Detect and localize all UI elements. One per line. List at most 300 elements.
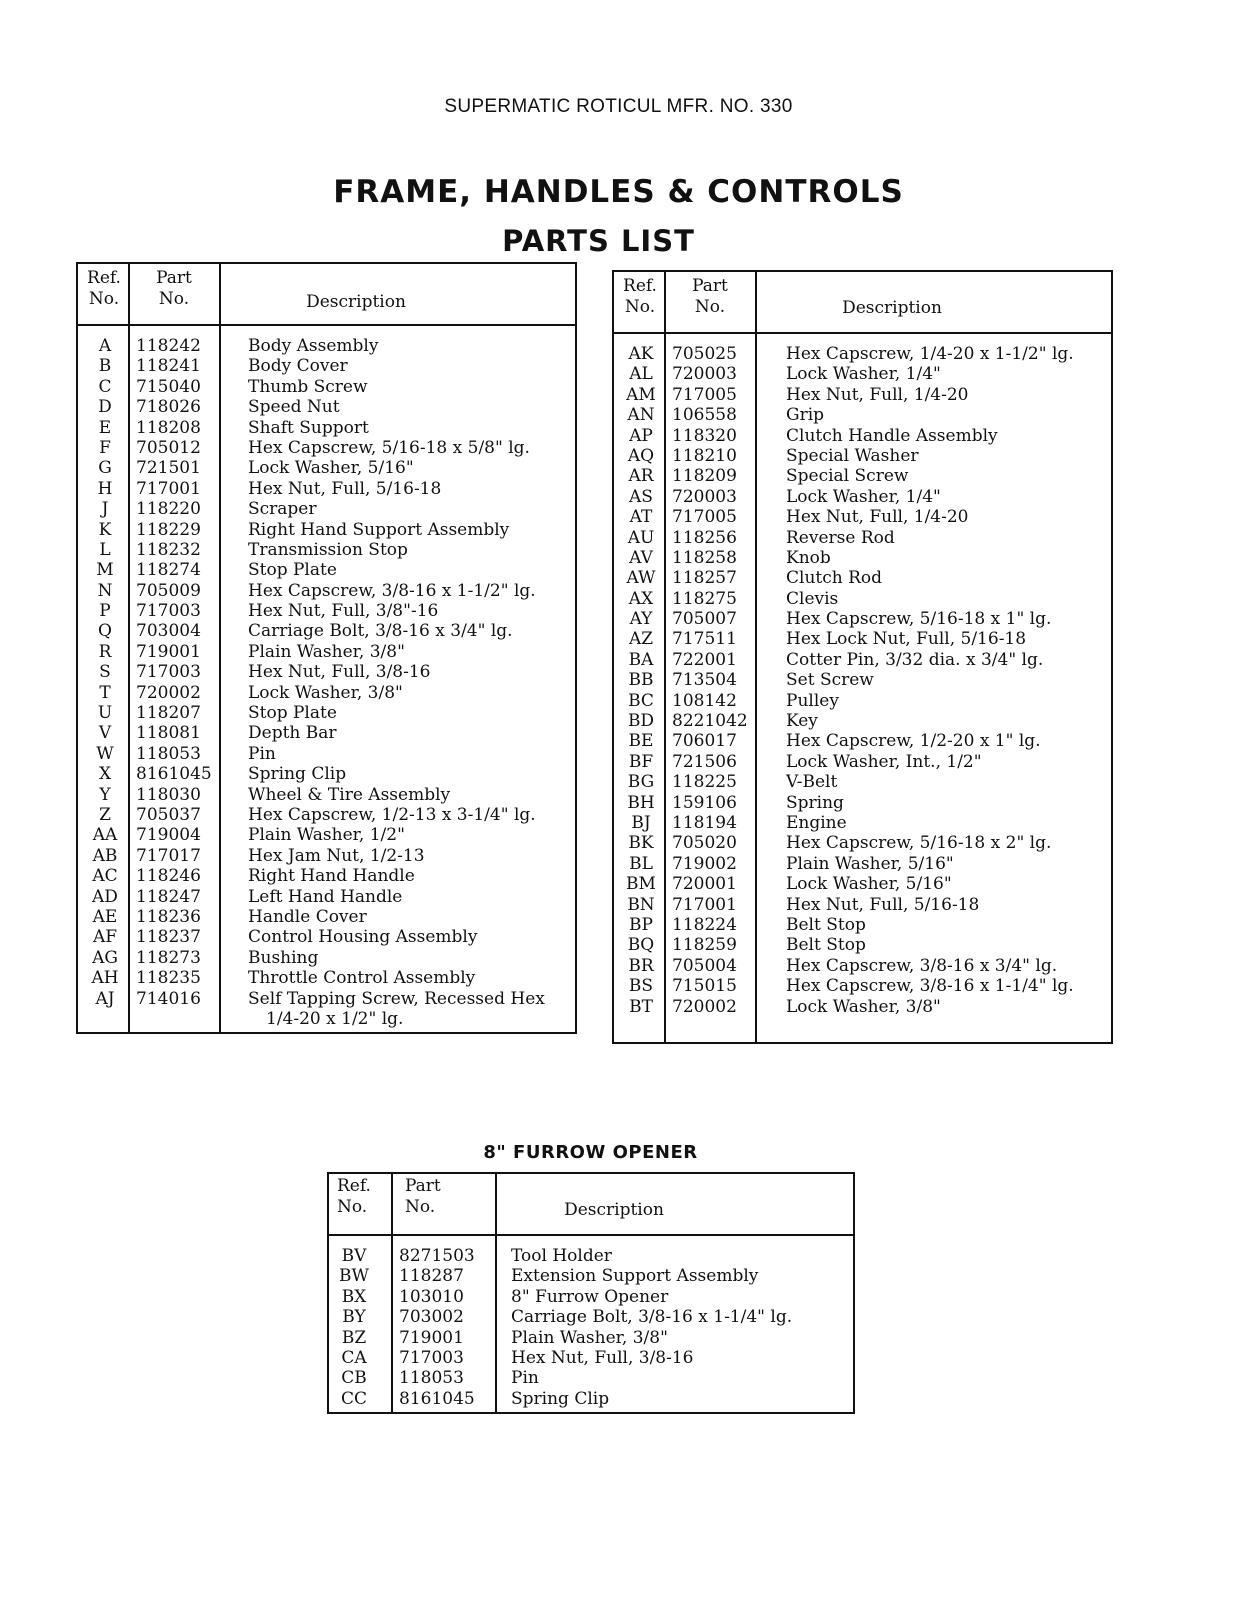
part-no-cell: 705020	[672, 833, 737, 854]
description-cell: V-Belt	[786, 772, 838, 793]
part-no-cell: 8221042	[672, 711, 748, 732]
part-no-header: Part No.	[692, 276, 728, 317]
ref-no-cell: G	[98, 458, 112, 479]
table-row	[78, 520, 575, 540]
ref-no-cell: BT	[629, 996, 653, 1017]
part-no-cell: 720002	[672, 996, 737, 1017]
description-cell: Clutch Rod	[786, 568, 883, 589]
part-no-cell: 715040	[136, 376, 201, 397]
ref-no-cell: AQ	[627, 445, 655, 466]
ref-no-cell: BJ	[631, 812, 651, 833]
part-no-cell: 719002	[672, 853, 737, 874]
description-cell: Hex Nut, Full, 1/4-20	[786, 384, 969, 405]
description-cell: Set Screw	[786, 670, 874, 691]
part-no-cell: 720001	[672, 874, 737, 895]
description-cell: Hex Nut, Full, 3/8"-16	[248, 601, 439, 622]
description-cell: Hex Nut, Full, 5/16-18	[248, 478, 442, 499]
ref-no-cell: AF	[92, 927, 118, 948]
ref-no-cell: AN	[627, 405, 655, 426]
ref-no-cell: BL	[629, 853, 653, 874]
table-row	[78, 601, 575, 621]
description-cell: Body Assembly	[248, 336, 379, 356]
table-row	[78, 377, 575, 397]
table-row	[78, 560, 575, 580]
ref-no-cell: BK	[628, 833, 654, 854]
description-cell: Thumb Screw	[248, 376, 368, 397]
description-cell: Wheel & Tire Assembly	[248, 784, 451, 805]
table-body	[329, 1236, 853, 1409]
ref-no-cell: BG	[627, 772, 655, 793]
ref-no-cell: AZ	[628, 629, 654, 650]
ref-no-cell: BQ	[627, 935, 655, 956]
table-row	[614, 426, 1111, 446]
part-no-cell: 720002	[136, 682, 201, 703]
ref-no-cell: N	[97, 580, 113, 601]
ref-no-cell: AL	[629, 364, 653, 385]
ref-no-cell: AV	[629, 547, 653, 568]
description-cell: Hex Capscrew, 3/8-16 x 3/4" lg.	[786, 955, 1058, 976]
table-header	[329, 1174, 853, 1236]
table-row	[614, 935, 1111, 955]
table-row	[329, 1368, 853, 1388]
description-cell: Reverse Rod	[786, 527, 895, 548]
ref-no-cell: AA	[92, 825, 118, 846]
description-cell: Knob	[786, 547, 831, 568]
parts-table-furrow-opener	[327, 1172, 855, 1414]
part-no-cell: 118053	[136, 743, 201, 764]
part-no-cell: 720003	[672, 364, 737, 385]
part-no-cell: 118287	[399, 1266, 464, 1287]
part-no-cell: 720003	[672, 486, 737, 507]
table-row	[614, 670, 1111, 690]
description-cell: Scraper	[248, 499, 317, 520]
table-row	[614, 364, 1111, 384]
ref-no-cell: BD	[627, 711, 655, 732]
description-cell: Throttle Control Assembly	[248, 968, 476, 989]
table-row	[78, 662, 575, 682]
table-row	[78, 825, 575, 845]
part-no-cell: 8271503	[399, 1246, 475, 1266]
part-no-cell: 118242	[136, 336, 201, 356]
description-cell: Plain Washer, 3/8"	[248, 641, 405, 662]
table-row	[78, 703, 575, 723]
table-row	[614, 752, 1111, 772]
ref-no-cell: AK	[628, 344, 654, 364]
description-cell: Hex Jam Nut, 1/2-13	[248, 845, 425, 866]
ref-no-header: Ref. No.	[87, 268, 121, 309]
description-cell: Lock Washer, 3/8"	[248, 682, 403, 703]
description-cell: Right Hand Handle	[248, 866, 415, 887]
table-row	[614, 385, 1111, 405]
table-row	[78, 968, 575, 988]
description-header: Description	[564, 1200, 664, 1220]
description-cell: Transmission Stop	[248, 539, 408, 560]
ref-no-cell: AJ	[95, 988, 115, 1009]
ref-no-cell: BB	[628, 670, 654, 691]
description-cell: Hex Capscrew, 5/16-18 x 5/8" lg.	[248, 437, 530, 458]
ref-no-cell: U	[97, 703, 113, 724]
part-no-cell: 722001	[672, 649, 737, 670]
part-no-cell: 118274	[136, 560, 201, 581]
table-row	[614, 915, 1111, 935]
description-cell: Hex Lock Nut, Full, 5/16-18	[786, 629, 1027, 650]
ref-no-cell: V	[98, 723, 112, 744]
ref-no-cell: BR	[628, 955, 654, 976]
table-row	[78, 336, 575, 356]
description-cell: Special Screw	[786, 466, 909, 487]
part-no-cell: 721501	[136, 458, 201, 479]
table-row	[614, 854, 1111, 874]
description-cell: Speed Nut	[248, 397, 340, 418]
part-no-cell: 108142	[672, 690, 737, 711]
part-no-cell: 717001	[672, 894, 737, 915]
table-row	[614, 997, 1111, 1017]
table-row	[329, 1328, 853, 1348]
ref-no-cell: AT	[629, 507, 653, 528]
table-row	[614, 629, 1111, 649]
part-no-cell: 118247	[136, 886, 201, 907]
ref-no-cell: L	[99, 539, 111, 560]
parts-table-left	[76, 262, 577, 1034]
table-row	[614, 691, 1111, 711]
part-no-cell: 705025	[672, 344, 737, 364]
table-row	[329, 1266, 853, 1286]
table-row	[614, 609, 1111, 629]
description-cell: Cotter Pin, 3/32 dia. x 3/4" lg.	[786, 649, 1044, 670]
ref-no-cell: Y	[99, 784, 111, 805]
part-no-cell: 714016	[136, 988, 201, 1009]
ref-no-cell: BW	[339, 1266, 369, 1287]
part-no-cell: 717003	[136, 662, 201, 683]
part-no-cell: 705007	[672, 609, 737, 630]
description-cell: Handle Cover	[248, 906, 367, 927]
part-no-cell: 705012	[136, 437, 201, 458]
table-row	[614, 772, 1111, 792]
table-row	[329, 1246, 853, 1266]
description-header: Description	[306, 292, 406, 312]
description-header: Description	[842, 298, 942, 318]
table-row	[78, 785, 575, 805]
ref-no-cell: J	[101, 499, 109, 520]
part-no-cell: 118236	[136, 906, 201, 927]
table-row	[78, 621, 575, 641]
ref-no-cell: AP	[629, 425, 653, 446]
table-row	[614, 487, 1111, 507]
ref-no-cell: F	[99, 437, 111, 458]
ref-no-cell: AW	[626, 568, 656, 589]
description-cell: Shaft Support	[248, 417, 369, 438]
ref-no-cell: CC	[340, 1388, 367, 1409]
table-row	[329, 1307, 853, 1327]
table-row	[78, 642, 575, 662]
table-row	[614, 731, 1111, 751]
description-cell: Pin	[248, 743, 276, 764]
ref-no-cell: Z	[99, 804, 111, 825]
part-no-cell: 717017	[136, 845, 201, 866]
table-row	[78, 683, 575, 703]
table-row	[78, 479, 575, 499]
table-row	[329, 1287, 853, 1307]
table-row	[614, 793, 1111, 813]
ref-no-cell: E	[98, 417, 112, 438]
table-row	[614, 446, 1111, 466]
part-no-cell: 118081	[136, 723, 201, 744]
ref-no-cell: BS	[628, 976, 654, 997]
table-body	[614, 334, 1111, 1017]
part-no-cell: 118220	[136, 499, 201, 520]
description-cell: Carriage Bolt, 3/8-16 x 3/4" lg.	[248, 621, 513, 642]
ref-no-cell: AU	[627, 527, 655, 548]
ref-no-cell: C	[98, 376, 112, 397]
part-no-cell: 118256	[672, 527, 737, 548]
table-row	[329, 1348, 853, 1368]
ref-no-cell: Q	[98, 621, 112, 642]
description-cell: Lock Washer, 5/16"	[248, 458, 414, 479]
part-no-cell: 118320	[672, 425, 737, 446]
ref-no-cell: AB	[92, 845, 118, 866]
ref-no-cell: X	[98, 764, 112, 785]
table-row	[614, 650, 1111, 670]
description-cell: Engine	[786, 812, 847, 833]
ref-no-cell: M	[96, 560, 114, 581]
ref-no-cell: AH	[91, 968, 119, 989]
part-no-cell: 118194	[672, 812, 737, 833]
description-cell: Hex Capscrew, 5/16-18 x 2" lg.	[786, 833, 1052, 854]
section-title: FRAME, HANDLES & CONTROLS	[333, 174, 904, 210]
table-row	[614, 833, 1111, 853]
ref-no-cell: BZ	[341, 1327, 367, 1348]
table-row	[78, 723, 575, 743]
part-no-cell: 705009	[136, 580, 201, 601]
ref-no-cell: BN	[627, 894, 655, 915]
description-cell: Right Hand Support Assembly	[248, 519, 510, 540]
ref-no-cell: AC	[92, 866, 118, 887]
ref-no-cell: AD	[92, 886, 118, 907]
table-row	[78, 989, 575, 1009]
part-no-cell: 717005	[672, 507, 737, 528]
description-cell: Self Tapping Screw, Recessed Hex	[248, 988, 545, 1009]
table-row	[329, 1389, 853, 1409]
description-cell: Lock Washer, 1/4"	[786, 486, 941, 507]
part-no-cell: 159106	[672, 792, 737, 813]
table-row	[614, 711, 1111, 731]
part-no-cell: 118275	[672, 588, 737, 609]
ref-no-cell: AG	[92, 947, 118, 968]
description-cell: Depth Bar	[248, 723, 337, 744]
description-cell: Clutch Handle Assembly	[786, 425, 998, 446]
description-cell: Hex Nut, Full, 5/16-18	[786, 894, 980, 915]
description-cell: Hex Capscrew, 5/16-18 x 1" lg.	[786, 609, 1052, 630]
description-cell: Grip	[786, 405, 825, 426]
ref-no-cell: T	[99, 682, 111, 703]
part-no-cell: 118241	[136, 356, 201, 377]
description-cell: Spring Clip	[248, 764, 347, 785]
part-no-cell: 118210	[672, 445, 737, 466]
part-no-cell: 717005	[672, 384, 737, 405]
description-cell: 1/4-20 x 1/2" lg.	[266, 1008, 404, 1029]
table-row	[614, 405, 1111, 425]
part-no-cell: 106558	[672, 405, 737, 426]
part-no-cell: 703004	[136, 621, 201, 642]
description-cell: Hex Capscrew, 3/8-16 x 1-1/2" lg.	[248, 580, 536, 601]
part-no-cell: 118232	[136, 539, 201, 560]
description-cell: Bushing	[248, 947, 319, 968]
description-cell: Plain Washer, 1/2"	[248, 825, 405, 846]
ref-no-cell: S	[99, 662, 111, 683]
table-row	[78, 866, 575, 886]
table-row	[78, 540, 575, 560]
part-no-cell: 118225	[672, 772, 737, 793]
ref-no-cell: W	[96, 743, 114, 764]
ref-no-cell: AS	[629, 486, 653, 507]
description-cell: Control Housing Assembly	[248, 927, 478, 948]
ref-no-cell: AX	[628, 588, 654, 609]
table-row	[78, 805, 575, 825]
ref-no-cell: A	[98, 336, 112, 356]
ref-no-cell: BX	[341, 1286, 367, 1307]
part-no-cell: 703002	[399, 1307, 464, 1328]
ref-no-cell: BV	[341, 1246, 367, 1266]
table-header	[78, 264, 575, 326]
ref-no-cell: BM	[626, 874, 656, 895]
ref-no-cell: BF	[628, 751, 654, 772]
ref-no-cell: BP	[629, 914, 653, 935]
description-cell: Tool Holder	[511, 1246, 612, 1266]
description-cell: Hex Nut, Full, 1/4-20	[786, 507, 969, 528]
section-subtitle: PARTS LIST	[502, 224, 695, 258]
part-no-cell: 118259	[672, 935, 737, 956]
part-no-cell: 717511	[672, 629, 737, 650]
part-no-cell: 8161045	[399, 1388, 475, 1409]
part-no-cell: 118208	[136, 417, 201, 438]
description-cell: Body Cover	[248, 356, 348, 377]
table-body	[78, 326, 575, 1031]
description-cell: Hex Capscrew, 1/4-20 x 1-1/2" lg.	[786, 344, 1074, 364]
ref-no-cell: AR	[628, 466, 654, 487]
table-row	[78, 356, 575, 376]
table-row	[78, 397, 575, 417]
description-cell: Belt Stop	[786, 914, 866, 935]
table-row	[614, 589, 1111, 609]
part-no-cell: 118258	[672, 547, 737, 568]
table-row	[78, 418, 575, 438]
ref-no-cell: AY	[629, 609, 653, 630]
ref-no-cell: BA	[628, 649, 654, 670]
part-no-cell: 118207	[136, 703, 201, 724]
description-cell: Left Hand Handle	[248, 886, 403, 907]
table-row	[78, 887, 575, 907]
description-cell: Plain Washer, 3/8"	[511, 1327, 668, 1348]
part-no-cell: 719001	[136, 641, 201, 662]
table-row	[614, 344, 1111, 364]
part-no-cell: 719004	[136, 825, 201, 846]
description-cell: Lock Washer, 1/4"	[786, 364, 941, 385]
part-no-cell: 713504	[672, 670, 737, 691]
table-row	[614, 466, 1111, 486]
description-cell: Spring Clip	[511, 1388, 610, 1409]
part-no-cell: 103010	[399, 1286, 464, 1307]
ref-no-header: Ref. No.	[623, 276, 657, 317]
table-row	[78, 499, 575, 519]
ref-no-cell: B	[98, 356, 112, 377]
part-no-cell: 118030	[136, 784, 201, 805]
table-row	[614, 956, 1111, 976]
part-no-cell: 705037	[136, 804, 201, 825]
part-no-cell: 118229	[136, 519, 201, 540]
description-cell: Pulley	[786, 690, 839, 711]
ref-no-cell: K	[98, 519, 112, 540]
description-cell: Plain Washer, 5/16"	[786, 853, 954, 874]
part-no-cell: 715015	[672, 976, 737, 997]
ref-no-cell: CB	[341, 1368, 367, 1389]
table-row	[614, 895, 1111, 915]
table-row	[78, 458, 575, 478]
ref-no-cell: P	[99, 601, 111, 622]
table-row	[614, 528, 1111, 548]
table-row	[78, 764, 575, 784]
description-cell: Hex Capscrew, 3/8-16 x 1-1/4" lg.	[786, 976, 1074, 997]
ref-no-cell: AE	[92, 906, 118, 927]
part-no-cell: 718026	[136, 397, 201, 418]
table-row	[78, 927, 575, 947]
part-no-cell: 717003	[399, 1347, 464, 1368]
part-no-cell: 118237	[136, 927, 201, 948]
description-cell: Hex Capscrew, 1/2-20 x 1" lg.	[786, 731, 1041, 752]
description-cell: Lock Washer, Int., 1/2"	[786, 751, 982, 772]
ref-no-cell: BC	[628, 690, 654, 711]
description-cell: Stop Plate	[248, 703, 337, 724]
description-cell: Belt Stop	[786, 935, 866, 956]
ref-no-cell: BE	[628, 731, 654, 752]
part-no-cell: 719001	[399, 1327, 464, 1348]
part-no-cell: 705004	[672, 955, 737, 976]
part-no-cell: 118209	[672, 466, 737, 487]
table-row	[614, 874, 1111, 894]
description-cell: Hex Capscrew, 1/2-13 x 3-1/4" lg.	[248, 804, 536, 825]
table-row	[614, 976, 1111, 996]
table-row	[614, 507, 1111, 527]
part-no-cell: 717001	[136, 478, 201, 499]
parts-table-right	[612, 270, 1113, 1044]
table-row	[78, 846, 575, 866]
table-header	[614, 272, 1111, 334]
table-row	[614, 568, 1111, 588]
table-row	[78, 438, 575, 458]
description-cell: 8" Furrow Opener	[511, 1286, 669, 1307]
description-cell: Hex Nut, Full, 3/8-16	[511, 1347, 694, 1368]
part-no-cell: 706017	[672, 731, 737, 752]
ref-no-cell: H	[97, 478, 113, 499]
part-no-cell: 118235	[136, 968, 201, 989]
ref-no-cell: AM	[626, 384, 656, 405]
description-cell: Lock Washer, 3/8"	[786, 996, 941, 1017]
table-row	[78, 581, 575, 601]
part-no-header: Part No.	[156, 268, 192, 309]
part-no-cell: 8161045	[136, 764, 212, 785]
description-cell: Extension Support Assembly	[511, 1266, 759, 1287]
table-row	[78, 907, 575, 927]
table-row	[78, 744, 575, 764]
page-header: SUPERMATIC ROTICUL MFR. NO. 330	[444, 96, 793, 117]
ref-no-cell: BH	[627, 792, 655, 813]
description-cell: Hex Nut, Full, 3/8-16	[248, 662, 431, 683]
ref-no-header: Ref. No.	[337, 1176, 371, 1217]
description-cell: Lock Washer, 5/16"	[786, 874, 952, 895]
part-no-cell: 118273	[136, 947, 201, 968]
description-cell: Special Washer	[786, 445, 919, 466]
ref-no-cell: BY	[342, 1307, 366, 1328]
table-row	[614, 548, 1111, 568]
